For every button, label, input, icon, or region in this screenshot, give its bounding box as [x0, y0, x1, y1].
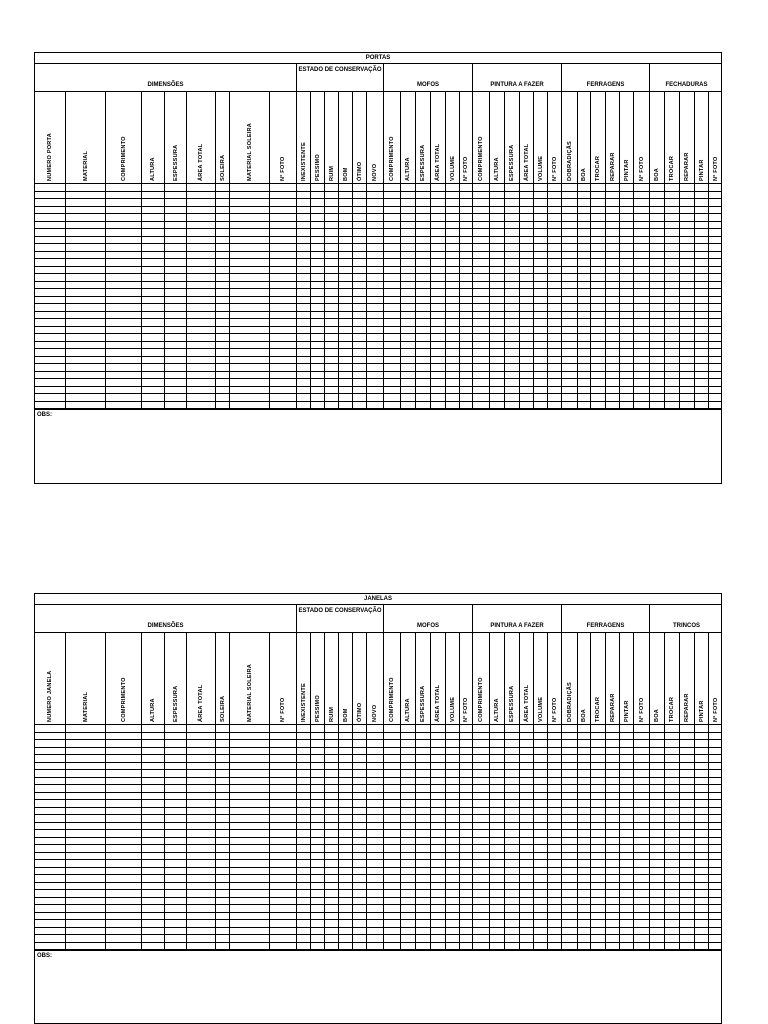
grid-column-line — [519, 725, 520, 950]
column-header — [401, 92, 416, 183]
column-header-label: Nº FOTO — [551, 697, 558, 722]
group-ferragens: FERRAGENS — [562, 605, 650, 632]
grid-column-line — [229, 725, 230, 950]
column-header — [591, 633, 606, 724]
column-header — [384, 92, 401, 183]
column-header — [216, 92, 230, 183]
grid-column-line — [296, 184, 297, 409]
group-header-row — [35, 64, 721, 92]
column-header-label: REPARAR — [609, 693, 616, 722]
column-header-label: Nº FOTO — [551, 156, 558, 181]
column-header — [270, 633, 297, 724]
column-header — [446, 92, 460, 183]
column-header-label: BOA — [654, 708, 660, 722]
grid-column-line — [445, 184, 446, 409]
column-header-label: ESPESSURA — [509, 144, 515, 181]
column-header-label: REPARAR — [609, 152, 616, 181]
column-header-label: INEXISTENTE — [300, 683, 307, 722]
grid-column-line — [590, 725, 591, 950]
grid-column-line — [105, 725, 106, 950]
grid-column-line — [366, 725, 367, 950]
column-header-label: BOM — [342, 167, 349, 181]
column-header — [187, 633, 216, 724]
group-ferragens: FERRAGENS — [562, 64, 650, 91]
grid-column-line — [215, 725, 216, 950]
column-header — [401, 633, 416, 724]
column-header — [416, 633, 431, 724]
grid-column-line — [664, 725, 665, 950]
column-header-label: ÁREA TOTAL — [198, 684, 204, 722]
column-header — [367, 92, 384, 183]
column-header — [230, 633, 270, 724]
column-header — [548, 633, 562, 724]
column-header-label: MATERIAL SOLEIRA — [246, 664, 253, 722]
column-header — [431, 633, 446, 724]
column-header — [520, 92, 534, 183]
grid-column-line — [472, 184, 473, 409]
column-header-label: REPARAR — [684, 693, 690, 722]
grid-column-line — [324, 184, 325, 409]
column-header — [311, 633, 325, 724]
group-header-row — [35, 605, 721, 633]
column-header-label: ESPESSURA — [172, 144, 179, 181]
group-pintura: PINTURA A FAZER — [473, 64, 562, 91]
grid-column-line — [561, 725, 562, 950]
grid-column-line — [504, 184, 505, 409]
grid-column-line — [489, 184, 490, 409]
grid-column-line — [694, 725, 695, 950]
grid-column-line — [561, 184, 562, 409]
grid-column-line — [415, 184, 416, 409]
column-header — [339, 633, 353, 724]
column-header — [695, 92, 709, 183]
column-header — [562, 633, 578, 724]
column-header — [534, 633, 548, 724]
column-header — [142, 92, 165, 183]
column-header — [367, 633, 384, 724]
column-header-label: BOA — [581, 708, 587, 722]
column-header-label: BOA — [581, 167, 587, 181]
grid-column-line — [186, 725, 187, 950]
column-header — [353, 92, 367, 183]
column-header — [446, 633, 460, 724]
column-header-label: TROCAR — [595, 155, 601, 181]
column-header-label: PINTAR — [698, 159, 705, 181]
column-header-label: COMPRIMENTO — [478, 677, 484, 722]
column-header — [695, 633, 709, 724]
column-header-label: Nº FOTO — [463, 156, 469, 181]
column-header-label: PINTAR — [623, 159, 630, 181]
column-header — [35, 633, 66, 724]
column-header — [165, 633, 187, 724]
column-header-label: RUIM — [328, 165, 335, 181]
column-header — [325, 633, 339, 724]
column-header — [634, 92, 650, 183]
grid-column-line — [310, 184, 311, 409]
column-header — [216, 633, 230, 724]
column-header — [505, 92, 520, 183]
column-header — [680, 633, 695, 724]
grid-column-line — [679, 184, 680, 409]
column-header-row — [35, 633, 721, 725]
group-estado: ESTADO DE CONSERVAÇÃO — [297, 605, 384, 632]
column-header-label: Nº FOTO — [280, 156, 286, 181]
group-pintura: PINTURA A FAZER — [473, 605, 562, 632]
column-header-label: Nº FOTO — [638, 156, 645, 181]
grid-column-line — [215, 184, 216, 409]
column-header — [665, 92, 680, 183]
column-header-label: BOM — [342, 708, 349, 722]
column-header-label: COMPRIMENTO — [120, 136, 127, 181]
grid-column-line — [338, 184, 339, 409]
column-header — [562, 92, 578, 183]
column-header-label: ESPESSURA — [420, 685, 426, 722]
grid-column-line — [489, 725, 490, 950]
column-header — [431, 92, 446, 183]
grid-column-line — [310, 725, 311, 950]
grid-column-line — [649, 184, 650, 409]
column-header-label: ALTURA — [494, 698, 500, 722]
column-header — [548, 92, 562, 183]
column-header — [665, 633, 680, 724]
grid-column-line — [504, 725, 505, 950]
column-header-label: TROCAR — [595, 696, 601, 722]
column-header-label: ESPESSURA — [172, 685, 179, 722]
grid-column-line — [105, 184, 106, 409]
grid-column-line — [400, 184, 401, 409]
grid-column-line — [547, 184, 548, 409]
column-header — [35, 92, 66, 183]
grid-column-line — [533, 184, 534, 409]
column-header-label: MATERIAL — [82, 150, 89, 181]
column-header-label: ESPESSURA — [420, 144, 426, 181]
column-header — [578, 633, 591, 724]
grid-column-line — [383, 184, 384, 409]
column-header-label: NOVO — [372, 704, 378, 722]
obs-label: OBS: — [37, 412, 52, 418]
column-header — [460, 633, 473, 724]
grid-column-line — [430, 184, 431, 409]
column-header-label: NOVO — [372, 163, 378, 181]
column-header — [591, 92, 606, 183]
column-header — [142, 633, 165, 724]
group-dimensoes: DIMENSÕES — [35, 64, 297, 91]
grid-column-line — [633, 184, 634, 409]
column-header — [505, 633, 520, 724]
column-header — [490, 92, 505, 183]
grid-column-line — [352, 184, 353, 409]
column-header-label: DOBRADIÇÃS — [566, 682, 573, 722]
column-header-label: REPARAR — [684, 152, 690, 181]
column-header-label: PINTAR — [623, 700, 630, 722]
grid-column-line — [472, 725, 473, 950]
column-header-label: MATERIAL SOLEIRA — [246, 123, 253, 181]
grid-column-line — [141, 184, 142, 409]
form-title: JANELAS — [35, 594, 721, 605]
column-header — [106, 633, 142, 724]
column-header-label: PESSIMO — [314, 154, 321, 181]
column-header-row — [35, 92, 721, 184]
column-header-label: ÓTIMO — [356, 702, 363, 722]
column-header-label: ÁREA TOTAL — [435, 143, 441, 181]
column-header-label: ÓTIMO — [356, 161, 363, 181]
column-header — [297, 633, 311, 724]
column-header-label: SOLEIRA — [219, 154, 226, 181]
obs-box[interactable] — [35, 409, 721, 483]
column-header — [578, 92, 591, 183]
column-header-label: COMPRIMENTO — [389, 677, 395, 722]
column-header-label: ÁREA TOTAL — [198, 143, 204, 181]
column-header-label: ALTURA — [405, 157, 411, 181]
grid-column-line — [229, 184, 230, 409]
column-header-label: VOLUME — [537, 155, 544, 181]
grid-column-line — [164, 725, 165, 950]
column-header-label: VOLUME — [449, 155, 456, 181]
grid-column-line — [445, 725, 446, 950]
column-header-label: Nº FOTO — [280, 697, 286, 722]
column-header — [460, 92, 473, 183]
column-header — [709, 633, 723, 724]
column-header-label: NUMERO JANELA — [47, 670, 53, 722]
grid-column-line — [459, 725, 460, 950]
group-fecho: TRINCOS — [673, 623, 700, 629]
grid-column-line — [519, 184, 520, 409]
column-header — [650, 92, 665, 183]
column-header — [490, 633, 505, 724]
column-header-label: NUMERO PORTA — [47, 133, 53, 181]
column-header — [325, 92, 339, 183]
column-header — [384, 633, 401, 724]
column-header-label: COMPRIMENTO — [389, 136, 395, 181]
column-header-label: ALTURA — [405, 698, 411, 722]
grid-column-line — [633, 725, 634, 950]
obs-box[interactable] — [35, 950, 721, 1023]
grid-column-line — [352, 725, 353, 950]
group-fecho: FECHADURAS — [665, 82, 708, 88]
column-header — [473, 92, 490, 183]
column-header-label: DOBRADIÇÃS — [566, 141, 573, 181]
grid-column-line — [164, 184, 165, 409]
grid-column-line — [547, 725, 548, 950]
column-header — [106, 92, 142, 183]
grid-column-line — [649, 725, 650, 950]
column-header-label: ALTURA — [150, 698, 156, 722]
column-header-label: BOA — [654, 167, 660, 181]
grid-column-line — [324, 725, 325, 950]
column-header — [66, 633, 106, 724]
grid-column-line — [296, 725, 297, 950]
grid-column-line — [65, 184, 66, 409]
column-header — [709, 92, 723, 183]
column-header — [606, 92, 620, 183]
grid-column-line — [459, 184, 460, 409]
grid-column-line — [577, 184, 578, 409]
grid-column-line — [269, 184, 270, 409]
grid-column-line — [605, 725, 606, 950]
column-header — [311, 92, 325, 183]
column-header-label: TROCAR — [669, 155, 675, 181]
column-header-label: ÁREA TOTAL — [523, 684, 530, 722]
grid-column-line — [366, 184, 367, 409]
column-header — [634, 633, 650, 724]
janelas-form — [34, 593, 722, 1024]
column-header — [620, 92, 634, 183]
grid-column-line — [619, 184, 620, 409]
grid-column-line — [605, 184, 606, 409]
grid-column-line — [383, 725, 384, 950]
column-header — [66, 92, 106, 183]
column-header-label: ESPESSURA — [509, 685, 515, 722]
column-header — [620, 633, 634, 724]
column-header-label: INEXISTENTE — [300, 142, 307, 181]
column-header-label: ÁREA TOTAL — [435, 684, 441, 722]
grid-column-line — [590, 184, 591, 409]
column-header — [520, 633, 534, 724]
grid-column-line — [141, 725, 142, 950]
column-header-label: ÁREA TOTAL — [523, 143, 530, 181]
column-header — [270, 92, 297, 183]
grid-column-line — [400, 725, 401, 950]
column-header-label: PESSIMO — [314, 695, 321, 722]
grid-column-line — [679, 725, 680, 950]
group-mofos: MOFOS — [384, 605, 473, 632]
column-header — [650, 633, 665, 724]
grid-column-line — [577, 725, 578, 950]
column-header-label: RUIM — [328, 706, 335, 722]
column-header — [680, 92, 695, 183]
column-header — [534, 92, 548, 183]
grid-column-line — [338, 725, 339, 950]
grid-column-line — [533, 725, 534, 950]
form-title: PORTAS — [35, 53, 721, 64]
group-estado: ESTADO DE CONSERVAÇÃO — [297, 64, 384, 91]
column-header — [473, 633, 490, 724]
group-dimensoes: DIMENSÕES — [35, 605, 297, 632]
column-header — [187, 92, 216, 183]
column-header — [416, 92, 431, 183]
column-header-label: MATERIAL — [82, 691, 89, 722]
column-header-label: PINTAR — [698, 700, 705, 722]
column-header-label: SOLEIRA — [219, 695, 226, 722]
column-header — [339, 92, 353, 183]
column-header-label: Nº FOTO — [638, 697, 645, 722]
grid-column-line — [430, 725, 431, 950]
group-mofos: MOFOS — [384, 64, 473, 91]
column-header — [297, 92, 311, 183]
grid-column-line — [708, 725, 709, 950]
grid-column-line — [619, 725, 620, 950]
column-header — [165, 92, 187, 183]
column-header-label: Nº FOTO — [713, 156, 719, 181]
column-header — [606, 633, 620, 724]
grid-column-line — [708, 184, 709, 409]
obs-label: OBS: — [37, 953, 52, 959]
column-header-label: Nº FOTO — [463, 697, 469, 722]
column-header — [230, 92, 270, 183]
grid-column-line — [664, 184, 665, 409]
grid-column-line — [694, 184, 695, 409]
column-header-label: TROCAR — [669, 696, 675, 722]
column-header — [353, 633, 367, 724]
grid-column-line — [415, 725, 416, 950]
column-header-label: Nº FOTO — [713, 697, 719, 722]
column-header-label: VOLUME — [449, 696, 456, 722]
column-header-label: VOLUME — [537, 696, 544, 722]
column-header-label: ALTURA — [494, 157, 500, 181]
grid-column-line — [65, 725, 66, 950]
grid-column-line — [269, 725, 270, 950]
column-header-label: COMPRIMENTO — [120, 677, 127, 722]
column-header-label: COMPRIMENTO — [478, 136, 484, 181]
column-header-label: ALTURA — [150, 157, 156, 181]
portas-form — [34, 52, 722, 484]
grid-column-line — [186, 184, 187, 409]
